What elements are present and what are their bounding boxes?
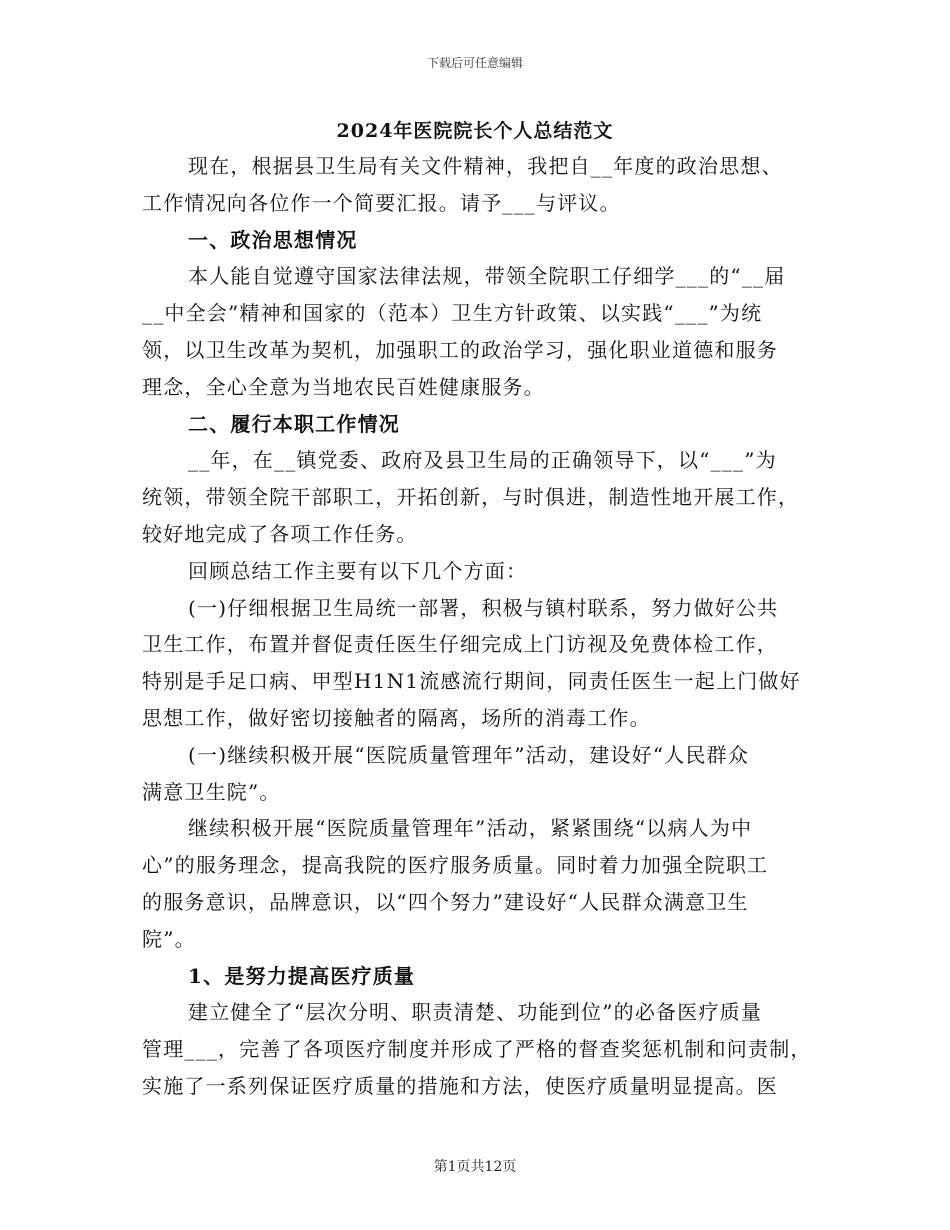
text-line: 统领，带领全院干部职工，开拓创新，与时俱进，制造性地开展工作， <box>142 485 800 510</box>
header-note: 下载后可任意编辑 <box>426 56 523 70</box>
document-body <box>142 148 810 1105</box>
document-title: 2024年医院院长个人总结范文 <box>336 120 614 142</box>
text-line: 本人能自觉遵守国家法律法规，带领全院职工仔细学___的“__届 <box>188 264 786 289</box>
page-footer: 第1页共12页 <box>433 1159 517 1175</box>
text-line: 实施了一系列保证医疗质量的措施和方法，使医疗质量明显提高。医 <box>142 1073 778 1098</box>
text-line: 回顾总结工作主要有以下几个方面： <box>188 558 528 583</box>
text-line: (一)仔细根据卫生局统一部署，积极与镇村联系，努力做好公共 <box>188 595 779 620</box>
text-line: 建立健全了“层次分明、职责清楚、功能到位”的必备医疗质量 <box>188 1000 763 1025</box>
text-line: 管理___，完善了各项医疗制度并形成了严格的督查奖惩机制和问责制， <box>142 1037 812 1062</box>
text-line: 现在，根据县卫生局有关文件精神，我把自__年度的政治思想、 <box>188 154 783 178</box>
text-line: 满意卫生院”。 <box>142 779 281 804</box>
section-heading: 1、是努力提高医疗质量 <box>188 963 416 988</box>
text-line: 工作情况向各位作一个简要汇报。请予___与评议。 <box>142 190 621 215</box>
text-line: 较好地完成了各项工作任务。 <box>142 521 418 546</box>
text-line: 院”。 <box>142 926 196 951</box>
section-heading: 一、政治思想情况 <box>188 227 358 252</box>
text-line: __中全会”精神和国家的（范本）卫生方针政策、以实践“___”为统 <box>142 301 763 326</box>
text-line: 特别是手足口病、甲型H1N1流感流行期间，同责任医生一起上门做好 <box>142 669 801 694</box>
text-line: 领，以卫生改革为契机，加强职工的政治学习，强化职业道德和服务 <box>142 337 778 362</box>
text-line: 心”的服务理念，提高我院的医疗服务质量。同时着力加强全院职工 <box>142 853 769 878</box>
text-line: (一)继续积极开展“医院质量管理年”活动，建设好“人民群众 <box>188 742 750 767</box>
text-line: 理念，全心全意为当地农民百姓健康服务。 <box>142 374 545 399</box>
text-line: 的服务意识，品牌意识，以“四个努力”建设好“人民群众满意卫生 <box>142 889 749 914</box>
text-line: 思想工作，做好密切接触者的隔离，场所的消毒工作。 <box>142 705 651 730</box>
text-line: 卫生工作，布置并督促责任医生仔细完成上门访视及免费体检工作， <box>142 632 778 657</box>
text-line: 继续积极开展“医院质量管理年”活动，紧紧围绕“以病人为中 <box>188 816 753 841</box>
text-line: __年，在__镇党委、政府及县卫生局的正确领导下，以“___”为 <box>188 448 777 473</box>
section-heading: 二、履行本职工作情况 <box>188 411 400 436</box>
